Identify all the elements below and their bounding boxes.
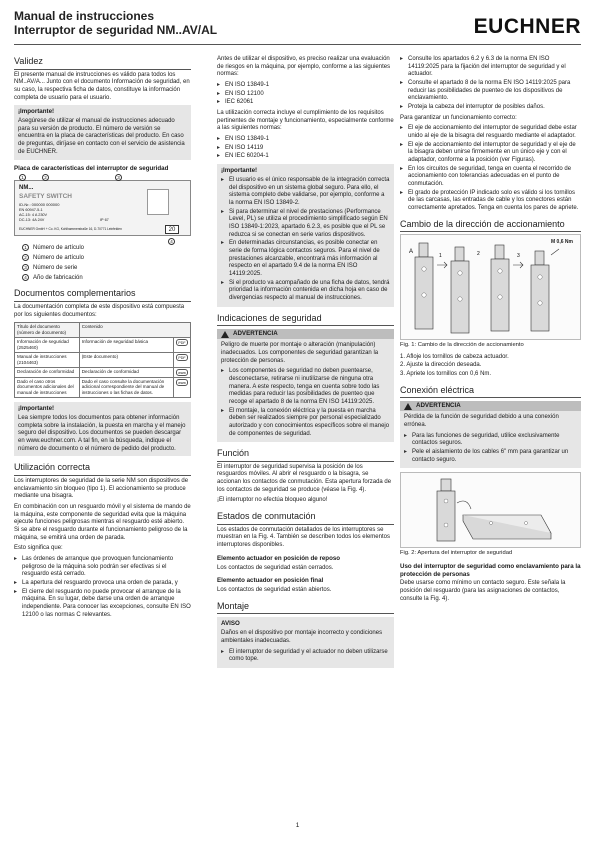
table-row: Declaración de conformidad Declaración de conformidad www: [15, 367, 191, 377]
mounting-list: [400, 56, 581, 112]
advertencia-box-2: [400, 401, 581, 468]
uso-text-3: Esto significa que:: [14, 545, 63, 552]
list-item: ▸ EN IEC 60204-1: [217, 153, 394, 161]
list-item: ▸ Consulte los apartados 6.2 y 6.3 de la norma EN ISO 14119:2025 para la fijación del interruptor de seguridad y el actuador.: [400, 56, 581, 79]
advertencia-text: Peligro de muerte por montaje o alteración (manipulación) inadecuados. Los componentes de seguridad garantizan la protección de personas.: [221, 342, 379, 364]
aviso-box: [217, 617, 394, 668]
warning-icon: [404, 403, 412, 410]
montaje-heading: Montaje: [217, 601, 394, 615]
validez-text: El presente manual de instrucciones es válido para todos los NM..AV/A... Junto con el documento Información de seguridad, en su caso, la respectiva ficha de datos, constituye la información completa de usuario para el usuario.: [14, 71, 190, 101]
estados-text: Los estados de conmutación detallados de los interruptores se muestran en la Fig. 4. También se describen todos los elementos interruptores disponibles.: [217, 526, 390, 548]
docs-table-header-2: Contenido: [79, 323, 190, 338]
list-item: ▸ En los circuitos de seguridad, tenga en cuenta el recorrido de accionamiento con tolerancias adecuadas en el punto de conmutación.: [400, 166, 581, 189]
plate-line-3: ID-Nr.: 000000 000000: [19, 202, 60, 208]
table-row: Información de seguridad (2525460) Información de seguridad básica PDF: [15, 338, 191, 353]
advertencia-text: Pérdida de la función de seguridad debido a una conexión errónea.: [404, 414, 559, 428]
validez-heading: Validez: [14, 56, 191, 70]
svg-text:1: 1: [439, 253, 442, 260]
uso-enclavamiento-text: Debe usarse como mínimo un contacto seguro. Este señala la posición del resguardo (para las asignaciones de contactos, consulte la Fig. 4).: [400, 580, 566, 602]
legend-item-3: 3 Número de serie: [14, 264, 191, 273]
actuation-direction-illustration: [401, 235, 582, 341]
steps-list: [400, 354, 581, 379]
norms-list-2: [217, 136, 394, 161]
torque-label: M 0,6 Nm: [551, 239, 573, 246]
plate-line-7: IP 67: [100, 218, 109, 223]
plate-year: 20: [165, 225, 179, 234]
callout-2: 2: [42, 174, 49, 181]
document-title: [14, 10, 217, 38]
callout-4: 4: [168, 238, 175, 245]
list-item: ▸ Las órdenes de arranque que provoquen funcionamiento peligroso de la máquina solo podrán ser efectivas si el resguardo está cerrado.: [14, 556, 191, 579]
aviso-title: AVISO: [221, 620, 240, 628]
advertencia-list: [404, 433, 577, 465]
importante-list: [221, 177, 390, 303]
nameplate-illustration: [14, 175, 191, 245]
list-item: ▸ El usuario es el único responsable de la integración correcta del dispositivo en un sistema global seguro. Para ello, el sistema completo debe validarse, por ejemplo, conforme a la norma EN ISO 13849-2.: [221, 177, 390, 208]
list-item: ▸ Proteja la cabeza del interruptor de posibles daños.: [400, 104, 581, 112]
importante-text: Lea siempre todos los documentos para obtener información completa sobre la instalación, la puesta en marcha y el manejo seguro del dispositivo. Los documentos se pueden descargar en www.euchner.com. A tal fin, en la búsqueda, indique el número de documento o el número de pedido del producto.: [18, 415, 186, 452]
plate-line-6: DC-13: 4A 24V: [19, 218, 45, 223]
table-row: Manual de instrucciones (2104463) (Este documento) PDF: [15, 352, 191, 367]
list-item: ▸ La apertura del resguardo provoca una orden de parada, y: [14, 580, 191, 588]
funcion-heading: Función: [217, 448, 394, 462]
conexion-heading: Conexión eléctrica: [400, 385, 581, 399]
column-3: [400, 56, 581, 606]
reposo-text: Los contactos de seguridad están cerrados.: [217, 564, 334, 571]
pdf-icon: PDF: [176, 354, 188, 361]
step-item: 3. Apriete los tornillos con 0,6 Nm.: [400, 371, 492, 378]
plate-line-5: AC-15: 4 A 230V: [19, 213, 48, 218]
correcto-list: [400, 125, 581, 212]
importante-title: ¡Importante!: [221, 167, 258, 175]
legend-item-2: 2 Número de artículo: [14, 254, 191, 263]
switch-opening-illustration: [401, 473, 582, 549]
importante-box-2: [14, 402, 191, 456]
advertencia-list: [221, 368, 390, 438]
step-item: 2. Ajuste la dirección deseada.: [400, 362, 482, 369]
docs-table: [14, 322, 191, 398]
aviso-text: Daños en el dispositivo por montaje incorrecto y condiciones ambientales inadecuadas.: [221, 630, 383, 645]
importante-box-1: [14, 105, 191, 159]
importante-box-3: [217, 164, 394, 307]
funcion-text-2: ¡El interruptor no efectúa bloqueo alguno!: [217, 497, 328, 504]
estados-heading: Estados de conmutación: [217, 511, 394, 525]
uso-text-2: En combinación con un resguardo móvil y el sistema de mando de la máquina, este componente de seguridad evita que la máquina ejecute funciones peligrosas mientras el resguardo esté abierto. Si se abre el resguardo durante el funcionamiento peligroso de la máquina, se emitirá una orden de parada.: [14, 504, 191, 541]
table-row: Dado el caso otros documentos adicionales del manual de instrucciones Dado el caso consulte la documentación adicional correspondiente del manual de instrucciones o las fichas de datos. www: [15, 377, 191, 398]
svg-text:A: A: [409, 249, 414, 256]
plate-line-8: EUCHNER GmbH + Co. KG, Kohlhammerstraße 16, D-70771 Leinfelden: [19, 227, 122, 232]
plate-symbol-box: [147, 189, 169, 215]
placa-heading: Placa de características del interruptor de seguridad: [14, 164, 169, 172]
list-item: ▸ Consulte el apartado 8 de la norma EN ISO 14119:2025 para reducir las posibilidades de puenteo de los dispositivos de enclavamiento.: [400, 80, 581, 103]
pdf-icon: PDF: [176, 339, 188, 346]
plate-line-1: NM...: [19, 185, 34, 192]
norms-list-1: [217, 82, 394, 107]
list-item: ▸ EN ISO 14119: [217, 145, 394, 153]
www-icon: www: [176, 379, 188, 386]
callout-3: 3: [115, 174, 122, 181]
docs-table-header-1: Título del documento (número de documento): [15, 323, 80, 338]
warning-icon: [221, 331, 229, 338]
list-item: ▸ Los componentes de seguridad no deben puentearse, desconectarse, retirarse ni inutilizarse de ninguna otra manera. A este respecto, tenga en cuenta sobre todo las medidas para reducir las posibilidades de puenteo que recoge el apartado 8 de la norma EN ISO 14119:2025.: [221, 368, 390, 406]
figure-2: [400, 472, 581, 548]
uso-enclavamiento-heading: Uso del interruptor de seguridad como enclavamiento para la protección de personas: [400, 562, 581, 578]
legend-item-4: 4 Año de fabricación: [14, 274, 191, 283]
uso-text-1: Los interruptores de seguridad de la serie NM son dispositivos de enclavamiento sin bloqueo (tipo 1). El accionamiento se produce mediante una bisagra.: [14, 477, 189, 500]
column-1: [14, 56, 191, 622]
figure-2-caption: Fig. 2: Apertura del interruptor de seguridad: [400, 550, 513, 557]
docs-text: La documentación completa de este dispositivo está compuesta por los siguientes documentos:: [14, 303, 185, 318]
page-number: 1: [295, 822, 300, 829]
list-item: ▸ Pele el aislamiento de los cables 6" mm para garantizar un contacto seguro.: [404, 449, 577, 464]
step-item: 1. Afloje los tornillos de cabeza actuador.: [400, 353, 509, 360]
euchner-logo: EUCHNER: [473, 15, 581, 38]
list-item: ▸ El interruptor de seguridad y el actuador no deben utilizarse como tope.: [221, 649, 390, 664]
figure-1-caption: Fig. 1: Cambio de la dirección de accionamiento: [400, 342, 524, 349]
advertencia-header: ADVERTENCIA: [217, 329, 394, 339]
legend-item-1: 1 Número de artículo: [14, 244, 191, 253]
figure-1: [400, 234, 581, 340]
indicaciones-heading: Indicaciones de seguridad: [217, 313, 394, 327]
importante-title: ¡Importante!: [18, 108, 55, 116]
advertencia-box: [217, 329, 394, 442]
list-item: ▸ IEC 62061: [217, 99, 394, 107]
list-item: ▸ EN ISO 13849-1: [217, 136, 394, 144]
svg-text:2: 2: [477, 251, 480, 258]
list-item: ▸ El montaje, la conexión eléctrica y la puesta en marcha deben ser realizados siempre por personal especializado autorizado y con conocimientos específicos sobre el manejo de componentes de seguridad.: [221, 408, 390, 439]
list-item: ▸ El grado de protección IP indicado solo es válido si los tornillos de las carcasas, las entradas de cable y los conectores están correctamente apretados. Tenga en cuenta los pares de apriete.: [400, 190, 581, 213]
column-2: [217, 56, 394, 671]
list-item: ▸ El eje de accionamiento del interruptor de seguridad y el eje de la bisagra deben unirse firmemente en un único eje y con el adaptador, conforme a la posición (ver Figuras).: [400, 142, 581, 165]
list-item: ▸ El eje de accionamiento del interruptor de seguridad debe estar unido al eje de la bisagra del resguardo mediante el adaptador.: [400, 125, 581, 140]
plate-legend: [14, 244, 191, 282]
list-item: ▸ Si para determinar el nivel de prestaciones (Performance Level, PL) se utiliza el procedimiento simplificado según EN ISO 13849-1:2023, apartado 6.2.3, es posible que el PL se reduzca si se conectan en serie varios dispositivos.: [221, 209, 390, 240]
uso-heading: Utilización correcta: [14, 462, 191, 476]
aviso-list: [221, 649, 390, 664]
final-heading: Elemento actuador en posición final: [217, 577, 324, 585]
plate-line-2: SAFETY SWITCH: [19, 193, 72, 201]
advertencia-header: ADVERTENCIA: [400, 401, 581, 411]
callout-1: 1: [19, 174, 26, 181]
docs-heading: Documentos complementarios: [14, 288, 191, 302]
importante-text: Asegúrese de utilizar el manual de instrucciones adecuado para su versión de producto. El número de versión se encuentra en la placa de características del producto. En caso de preguntas, diríjase en contacto con el servicio de asistencia de EUCHNER.: [18, 118, 185, 155]
list-item: ▸ Si el producto va acompañado de una ficha de datos, tendrá prioridad la información contenida en dicha hoja en caso de divergencias respecto al manual de instrucciones.: [221, 280, 390, 303]
list-item: ▸ El cierre del resguardo no puede provocar el arranque de la máquina. En su lugar, debe darse una orden de arranque independiente. Para conocer las excepciones, consulte EN ISO 12100 o las normas C relevantes.: [14, 589, 191, 620]
funcion-text: El interruptor de seguridad supervisa la posición de los resguardos móviles. Al abrir el resguardo o la bisagra, se accionan los contactos de conmutación. Esta apertura forzada de los contactos de seguridad se produce (véase la Fig. 4).: [217, 463, 392, 493]
cambio-heading: Cambio de la dirección de accionamiento: [400, 219, 581, 233]
header-rule: [14, 44, 581, 45]
uso-list: [14, 556, 191, 619]
svg-text:3: 3: [517, 253, 520, 260]
title-line-2: Interruptor de seguridad NM..AV/AL: [14, 22, 218, 37]
risk-text: Antes de utilizar el dispositivo, es preciso realizar una evaluación de riesgos en la máquina, por ejemplo, conforme a las siguientes normas:: [217, 56, 391, 78]
plate-line-4: EN 60947-5-1: [19, 208, 43, 213]
list-item: ▸ EN ISO 12100: [217, 91, 394, 99]
list-item: ▸ EN ISO 13849-1: [217, 82, 394, 90]
final-text: Los contactos de seguridad están abiertos.: [217, 587, 332, 594]
list-item: ▸ Para las funciones de seguridad, utilice exclusivamente contactos seguros.: [404, 433, 577, 448]
reposo-heading: Elemento actuador en posición de reposo: [217, 554, 341, 562]
correcto-text: Para garantizar un funcionamiento correcto:: [400, 114, 517, 121]
importante-title: ¡Importante!: [18, 405, 55, 413]
list-item: ▸ En determinadas circunstancias, es posible conectar en serie de forma lógica contactos seguros. Para el nivel de prestaciones alcanzable, encontrará más información al respecto en el apartado 9.4 de la norma EN ISO 14119:2025.: [221, 240, 390, 278]
www-icon: www: [176, 369, 188, 376]
requirements-text: La utilización correcta incluye el cumplimiento de los requisitos pertinentes de montaje y funcionamiento, especialmente conforme a las siguientes normas:: [217, 110, 394, 132]
title-line-1: Manual de instrucciones: [14, 9, 155, 23]
